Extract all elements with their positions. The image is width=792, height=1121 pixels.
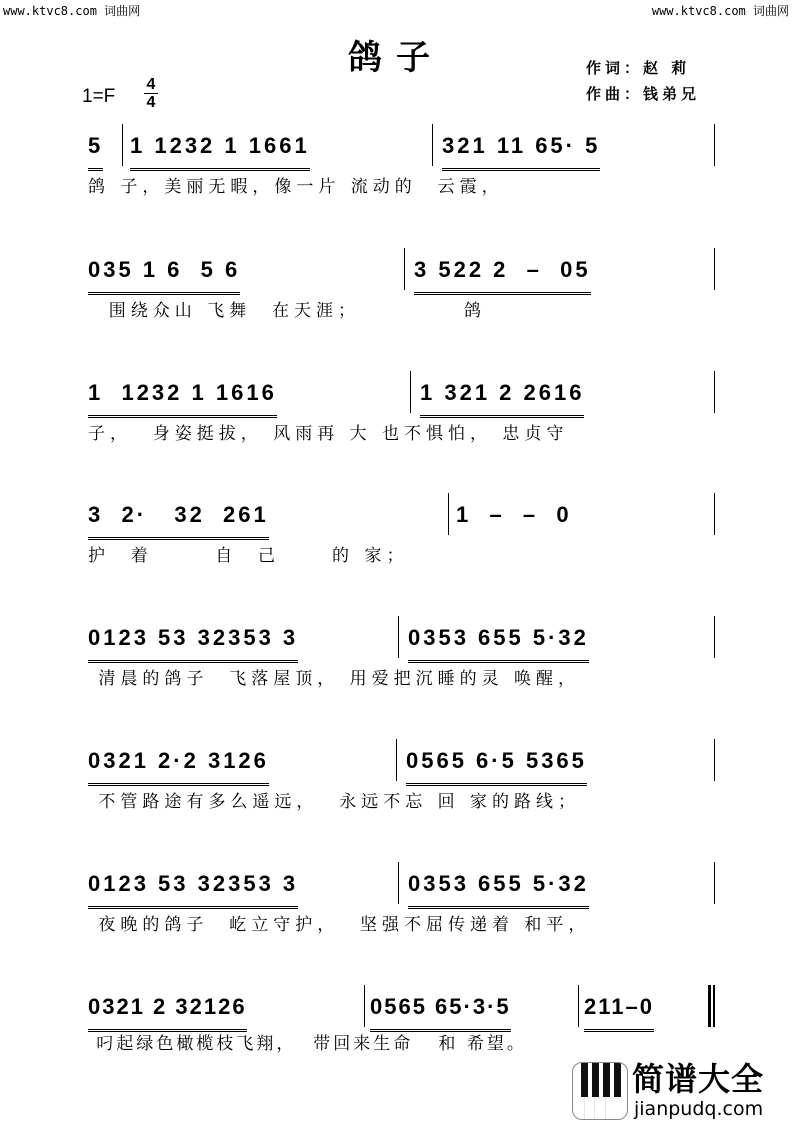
measure: 0565 65·3·5 xyxy=(370,993,511,1032)
song-title: 鸽子 xyxy=(348,38,444,78)
final-double-barline xyxy=(708,985,715,1027)
lyrics-line: 夜晚的鸽子 屹立守护， 坚强不屈传递着 和平， xyxy=(88,915,591,935)
barline xyxy=(404,248,405,290)
logo-url: jianpudq.com xyxy=(634,1098,764,1120)
measure: 321 11 65· 5 xyxy=(442,132,600,171)
barline xyxy=(396,739,397,781)
lyricist-credit: 作词：赵 莉 xyxy=(586,59,691,77)
staff-row-4 xyxy=(88,501,718,571)
measure: 035 1 6 5 6 xyxy=(88,256,240,295)
composer-credit: 作曲：钱弟兄 xyxy=(586,85,701,103)
measure: 3 522 2 – 05 xyxy=(414,256,591,295)
measure: 3 2· 32 261 xyxy=(88,501,269,540)
barline xyxy=(714,862,715,904)
lyrics-line: 清晨的鸽子 飞落屋顶， 用爱把沉睡的灵 唤醒， xyxy=(88,669,581,689)
logo-name: 简谱大全 xyxy=(632,1060,765,1098)
staff-row-7 xyxy=(88,870,718,940)
barline xyxy=(122,124,123,166)
lyrics-line: 不管路途有多么遥远， 永远不忘 回 家的路线； xyxy=(88,792,581,812)
lyrics-line: 护 着 自 己 的 家； xyxy=(88,546,409,566)
lyrics-line: 围绕众山 飞舞 在天涯； 鸽 xyxy=(88,301,487,321)
staff-row-3 xyxy=(88,379,718,449)
lyrics-line: 叼起绿色橄榄枝飞翔， 带回来生命 和 希望。 xyxy=(88,1034,527,1054)
staff-row-1 xyxy=(88,132,718,202)
pickup-note: 5 xyxy=(88,132,103,171)
barline xyxy=(398,616,399,658)
barline xyxy=(714,371,715,413)
meter-bottom: 4 xyxy=(144,93,158,111)
barline xyxy=(398,862,399,904)
time-signature xyxy=(144,76,158,111)
measure: 211–0 xyxy=(584,993,654,1032)
staff-row-6 xyxy=(88,747,718,817)
watermark-left: www.ktvc8.com 词曲网 xyxy=(3,4,141,18)
meter-top: 4 xyxy=(146,76,156,93)
measure: 0353 655 5·32 xyxy=(408,624,589,663)
measure: 1 1232 1 1616 xyxy=(88,379,277,418)
barline xyxy=(714,616,715,658)
barline xyxy=(578,985,579,1027)
measure: 1 321 2 2616 xyxy=(420,379,584,418)
staff-row-5 xyxy=(88,624,718,694)
site-logo xyxy=(572,1062,792,1120)
staff-row-2 xyxy=(88,256,718,326)
barline xyxy=(432,124,433,166)
measure: 0321 2 32126 xyxy=(88,993,247,1032)
piano-icon xyxy=(572,1062,628,1120)
key-signature: 1=F xyxy=(82,86,116,107)
barline xyxy=(364,985,365,1027)
barline xyxy=(714,248,715,290)
measure: 0321 2·2 3126 xyxy=(88,747,269,786)
barline xyxy=(410,371,411,413)
measure: 0353 655 5·32 xyxy=(408,870,589,909)
lyrics-line: 鸽 子，美丽无暇，像一片 流动的 云霞， xyxy=(88,177,504,197)
measure: 0123 53 32353 3 xyxy=(88,624,298,663)
watermark-right: www.ktvc8.com 词曲网 xyxy=(651,4,789,18)
lyrics-line: 子， 身姿挺拔， 风雨再 大 也不惧怕， 忠贞守 xyxy=(88,424,569,444)
barline xyxy=(714,124,715,166)
barline xyxy=(448,493,449,535)
barline xyxy=(714,739,715,781)
staff-row-8 xyxy=(88,993,718,1063)
measure: 1 – – 0 xyxy=(456,502,572,527)
measure: 0123 53 32353 3 xyxy=(88,870,298,909)
measure: 0565 6·5 5365 xyxy=(406,747,587,786)
measure: 1 1232 1 1661 xyxy=(130,132,310,171)
barline xyxy=(714,493,715,535)
